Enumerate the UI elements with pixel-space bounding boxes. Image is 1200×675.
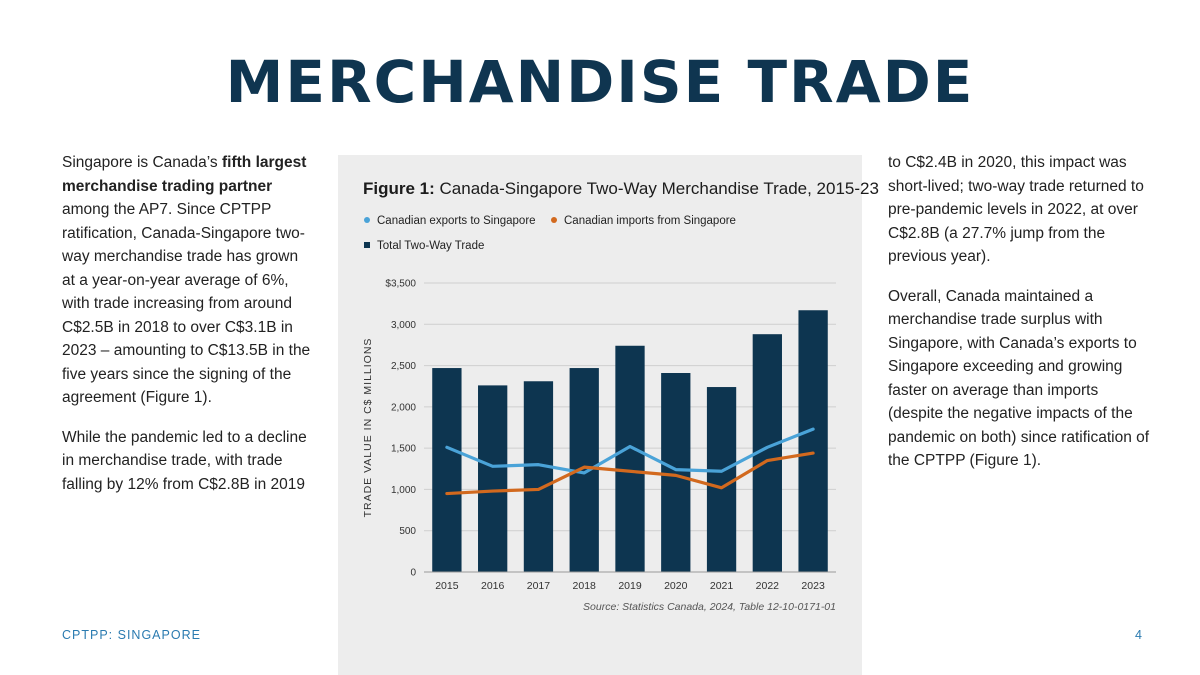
- left-p1-bold: fifth largest merchandise trading partner: [62, 154, 307, 195]
- page-number: 4: [1135, 628, 1142, 642]
- right-text-column: [888, 151, 1150, 489]
- page-title: MERCHANDISE TRADE: [225, 48, 975, 116]
- x-tick-label: 2020: [664, 580, 688, 592]
- y-tick-label: 2,500: [390, 361, 416, 373]
- legend-total-label: Total Two-Way Trade: [377, 240, 485, 252]
- right-paragraph-1: to C$2.4B in 2020, this impact was short-lived; two-way trade returned to pre-pandemic levels in 2022, at over C$2.8B (a 27.7% jump from the previous year).: [888, 154, 1144, 265]
- right-paragraph-2: Overall, Canada maintained a merchandise trade surplus with Singapore, with Canada’s exports to Singapore exceeding and growing faster on average than imports (despite the negative impacts of the pandemic on both) since ratification of the CPTPP (Figure 1).: [888, 287, 1150, 469]
- x-tick-label: 2021: [709, 580, 734, 592]
- legend-imports-label: Canadian imports from Singapore: [564, 215, 736, 227]
- y-axis-title: TRADE VALUE IN C$ MILLIONS: [362, 337, 374, 518]
- figure-label: Figure 1:: [363, 179, 435, 198]
- left-p1-start: Singapore is Canada’s: [62, 154, 222, 171]
- y-tick-label: 3,000: [390, 319, 416, 331]
- legend-exports-label: Canadian exports to Singapore: [377, 215, 536, 227]
- trade-chart: [338, 155, 862, 615]
- y-tick-label: 0: [410, 567, 416, 579]
- x-tick-label: 2018: [572, 580, 596, 592]
- x-tick-label: 2017: [526, 580, 551, 592]
- y-tick-label: 1,000: [390, 484, 416, 496]
- y-tick-label: $3,500: [385, 278, 416, 290]
- bar-total-2023: [798, 310, 827, 572]
- x-tick-label: 2019: [618, 580, 642, 592]
- y-tick-label: 2,000: [390, 402, 416, 414]
- bar-total-2017: [524, 381, 553, 572]
- bar-total-2020: [661, 373, 690, 572]
- x-tick-label: 2022: [755, 580, 780, 592]
- y-tick-label: 1,500: [390, 443, 416, 455]
- bar-total-2015: [432, 368, 461, 572]
- left-paragraph-1: [62, 151, 312, 410]
- x-tick-label: 2023: [801, 580, 825, 592]
- figure-title-text: Canada-Singapore Two-Way Merchandise Trade, 2015-23: [439, 179, 879, 198]
- x-tick-label: 2015: [435, 580, 459, 592]
- figure-source: Source: Statistics Canada, 2024, Table 12-10-0171-01: [583, 601, 836, 613]
- left-text-column: [62, 151, 312, 512]
- left-p1-end: among the AP7. Since CPTPP ratification, Canada-Singapore two-way merchandise trade has grown at a year-on-year average of 6%, with trade increasing from around C$2.5B in 2018 to over C$3.1B in 2023 – amounting to C$13.5B in the five years since the signing of the agreement (Figure 1).: [62, 201, 311, 406]
- y-tick-label: 500: [399, 526, 416, 538]
- footer-section-label: CPTPP: SINGAPORE: [62, 628, 201, 642]
- left-paragraph-2: While the pandemic led to a decline in merchandise trade, with trade falling by 12% from C$2.8B in 2019: [62, 428, 307, 493]
- bar-total-2016: [478, 385, 507, 572]
- bar-total-2021: [707, 387, 736, 572]
- x-tick-label: 2016: [480, 580, 505, 592]
- bar-total-2019: [615, 346, 644, 572]
